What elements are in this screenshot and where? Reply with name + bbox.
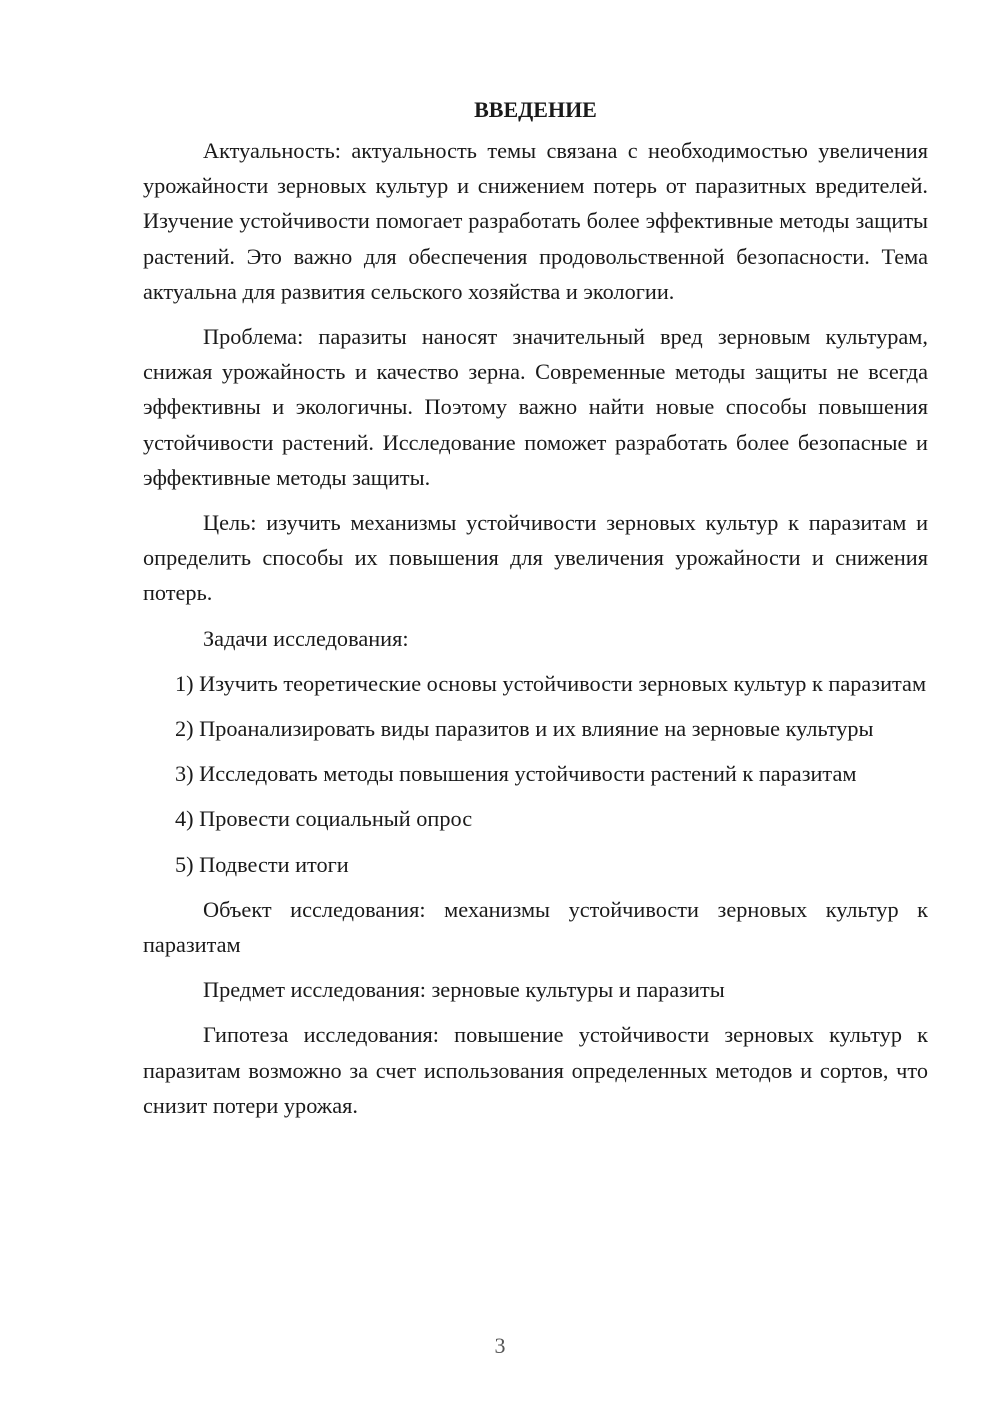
subject-paragraph: Предмет исследования: зерновые культуры и паразиты <box>203 977 725 1003</box>
task-item-1: 1) Изучить теоретические основы устойчивости зерновых культур к паразитам <box>175 670 927 696</box>
task-item-3: 3) Исследовать методы повышения устойчивости растений к паразитам <box>175 761 857 787</box>
task-item-5: 5) Подвести итоги <box>175 851 349 877</box>
object-paragraph: Объект исследования: механизмы устойчивости зерновых культур к паразитам <box>143 896 928 958</box>
problem-paragraph: Проблема: паразиты наносят значительный вред зерновым культурам, снижая урожайность и качество зерна. Современные методы защиты не всегда эффективны и экологичны. Поэтому важно найти новые способы повышения устойчивости растений. Исследование поможет разработать более безопасные и эффективные методы защиты. <box>143 324 928 490</box>
relevance-paragraph: Актуальность: актуальность темы связана с необходимостью увеличения урожайности зерновых культур и снижением потерь от паразитных вредителей. Изучение устойчивости помогает разработать более эффективные методы защиты растений. Это важно для обеспечения продовольственной безопасности. Тема актуальна для развития сельского хозяйства и экологии. <box>143 138 928 304</box>
task-item-2: 2) Проанализировать виды паразитов и их влияние на зерновые культуры <box>175 716 874 742</box>
page-number: 3 <box>494 1333 506 1358</box>
goal-paragraph: Цель: изучить механизмы устойчивости зерновых культур к паразитам и определить способы их повышения для увеличения урожайности и снижения потерь. <box>143 510 928 606</box>
document-page <box>143 92 928 1133</box>
hypothesis-paragraph: Гипотеза исследования: повышение устойчивости зерновых культур к паразитам возможно за счет использования определенных методов и сортов, что снизит потери урожая. <box>143 1022 928 1118</box>
task-item-4: 4) Провести социальный опрос <box>175 806 473 832</box>
section-title: ВВЕДЕНИЕ <box>474 97 597 122</box>
tasks-heading: Задачи исследования: <box>203 625 409 651</box>
